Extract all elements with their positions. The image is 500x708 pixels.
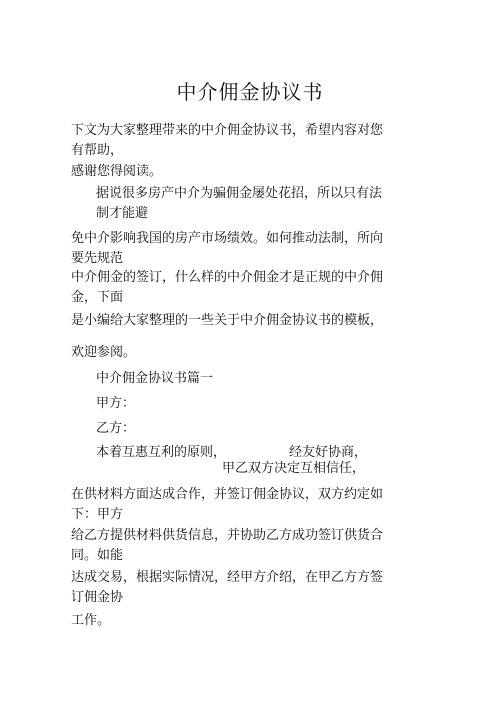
document-title: 中介佣金协议书 [176,80,324,104]
paragraph-body-1: 据说很多房产中介为骗佣金屡处花招，所以只有法制才能避 [96,186,383,221]
paragraph-thanks: 感谢您得阅读。 [71,164,163,179]
paragraph-body-2: 免中介影响我国的房产市场绩效。如何推动法制，所向要先规范 [71,231,384,266]
paragraph-intro: 下文为大家整理带来的中介佣金协议书，希望内容对您有帮助， [71,123,384,158]
paragraph-body-7: 达成交易，根据实际情况，经甲方介绍，在甲乙方方签订佣金协 [71,570,384,605]
paragraph-body-3: 中介佣金的签订，什么样的中介佣金才是正规的中介佣金，下面 [71,270,384,305]
paragraph-end: 工作。 [71,613,111,628]
clause-trust: 甲乙双方决定互相信任， [222,461,366,476]
paragraph-body-4: 是小编给大家整理的一些关于中介佣金协议书的模板， [71,313,384,328]
party-b-label: 乙方： [96,421,136,436]
clause-negotiation: 经友好协商， [289,445,368,460]
paragraph-body-5: 在供材料方面达成合作，并签订佣金协议，双方约定如下：甲方 [71,487,384,522]
paragraph-body-6: 给乙方提供材料供货信息，并协助乙方成功签订供货合同。如能 [71,528,384,563]
clause-principle: 本着互惠互利的原则， [96,445,227,460]
paragraph-welcome: 欢迎参阅。 [71,345,137,360]
section-heading: 中介佣金协议书篇一 [96,371,214,386]
party-a-label: 甲方： [96,396,136,411]
